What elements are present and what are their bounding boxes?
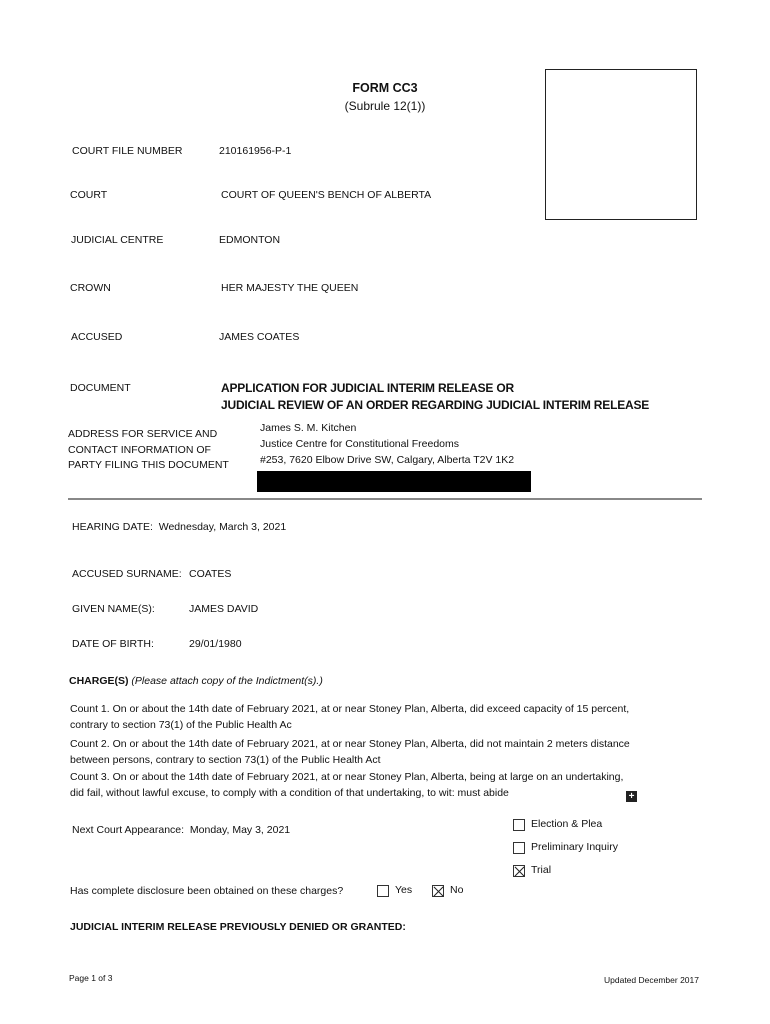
charge-count-2: Count 2. On or about the 14th date of February 2021, at or near Stoney Plan, Alberta, did not maintain 2 meters distance between persons, contrary to section 73(1) of the Public Health Act	[70, 738, 630, 766]
address-label-line3: PARTY FILING THIS DOCUMENT	[68, 459, 229, 471]
accused-label: ACCUSED	[71, 331, 123, 343]
page-number: Page 1 of 3	[69, 973, 113, 983]
disclosure-yes-label: Yes	[395, 884, 413, 896]
disclosure-question: Has complete disclosure been obtained on these charges?	[70, 885, 344, 897]
crown-label: CROWN	[70, 282, 111, 294]
trial-label: Trial	[531, 864, 552, 876]
charge-count-1: Count 1. On or about the 14th date of February 2021, at or near Stoney Plan, Alberta, did exceed capacity of 15 percent, contrary to section 73(1) of the Public Health Ac	[70, 703, 630, 731]
address-label	[68, 427, 243, 474]
given-names-value: JAMES DAVID	[189, 603, 259, 615]
crown-value: HER MAJESTY THE QUEEN	[221, 282, 359, 294]
disclosure-no-checkbox[interactable]	[432, 885, 444, 897]
election-plea-checkbox[interactable]	[513, 819, 525, 831]
preliminary-inquiry-checkbox[interactable]	[513, 842, 525, 854]
hearing-date-value: Wednesday, March 3, 2021	[158, 521, 287, 533]
court-label: COURT	[70, 189, 108, 201]
next-appearance	[72, 824, 290, 836]
election-plea-label: Election & Plea	[531, 818, 603, 830]
release-heading: JUDICIAL INTERIM RELEASE PREVIOUSLY DENIED OR GRANTED:	[70, 921, 406, 933]
charges-heading	[69, 675, 323, 687]
document-label: DOCUMENT	[70, 382, 131, 394]
form-title: FORM CC3	[352, 81, 418, 95]
address-line1: James S. M. Kitchen	[260, 422, 357, 434]
judicial-centre-label: JUDICIAL CENTRE	[71, 234, 164, 246]
updated-date: Updated December 2017	[604, 975, 699, 985]
court-file-number-label: COURT FILE NUMBER	[72, 145, 183, 157]
hearing-date-label: HEARING DATE:	[72, 521, 153, 533]
document-title-line1: APPLICATION FOR JUDICIAL INTERIM RELEASE OR	[221, 381, 514, 395]
expand-plus-icon[interactable]: +	[626, 791, 637, 802]
redaction-bar	[257, 471, 531, 492]
accused-value: JAMES COATES	[219, 331, 300, 343]
surname-label: ACCUSED SURNAME:	[72, 568, 182, 580]
disclosure-no-label: No	[450, 884, 464, 896]
address-label-line2: CONTACT INFORMATION OF	[68, 443, 211, 456]
address-label-line1: ADDRESS FOR SERVICE AND	[68, 428, 218, 440]
charges-note: (Please attach copy of the Indictment(s).)	[131, 675, 323, 687]
form-subrule: (Subrule 12(1))	[344, 99, 426, 113]
preliminary-inquiry-label: Preliminary Inquiry	[531, 841, 618, 853]
hearing-date	[72, 521, 286, 533]
address-block	[260, 420, 550, 468]
address-line3: #253, 7620 Elbow Drive SW, Calgary, Alberta T2V 1K2	[260, 454, 515, 466]
disclosure-yes-checkbox[interactable]	[377, 885, 389, 897]
surname-value: COATES	[189, 568, 232, 580]
judicial-centre-value: EDMONTON	[219, 234, 281, 246]
court-file-number-value: 210161956-P-1	[219, 145, 292, 157]
dob-value: 29/01/1980	[189, 638, 242, 650]
document-title-line2: JUDICIAL REVIEW OF AN ORDER REGARDING JUDICIAL INTERIM RELEASE	[221, 398, 650, 412]
trial-checkbox[interactable]	[513, 865, 525, 877]
charge-count-3: Count 3. On or about the 14th date of February 2021, at or near Stoney Plan, Alberta, being at large on an undertaking, did fail, without lawful excuse, to comply with a condition of that undertaking, to wit: must abide	[70, 771, 624, 799]
filing-stamp-box	[545, 69, 697, 220]
dob-label: DATE OF BIRTH:	[72, 638, 154, 650]
given-names-label: GIVEN NAME(S):	[72, 603, 155, 615]
charges-heading-label: CHARGE(S)	[69, 675, 129, 687]
section-divider	[68, 498, 702, 500]
next-appearance-value: Monday, May 3, 2021	[189, 824, 291, 836]
address-line2: Justice Centre for Constitutional Freedoms	[260, 438, 460, 450]
court-value: COURT OF QUEEN'S BENCH OF ALBERTA	[221, 189, 432, 201]
next-appearance-label: Next Court Appearance:	[72, 824, 185, 836]
